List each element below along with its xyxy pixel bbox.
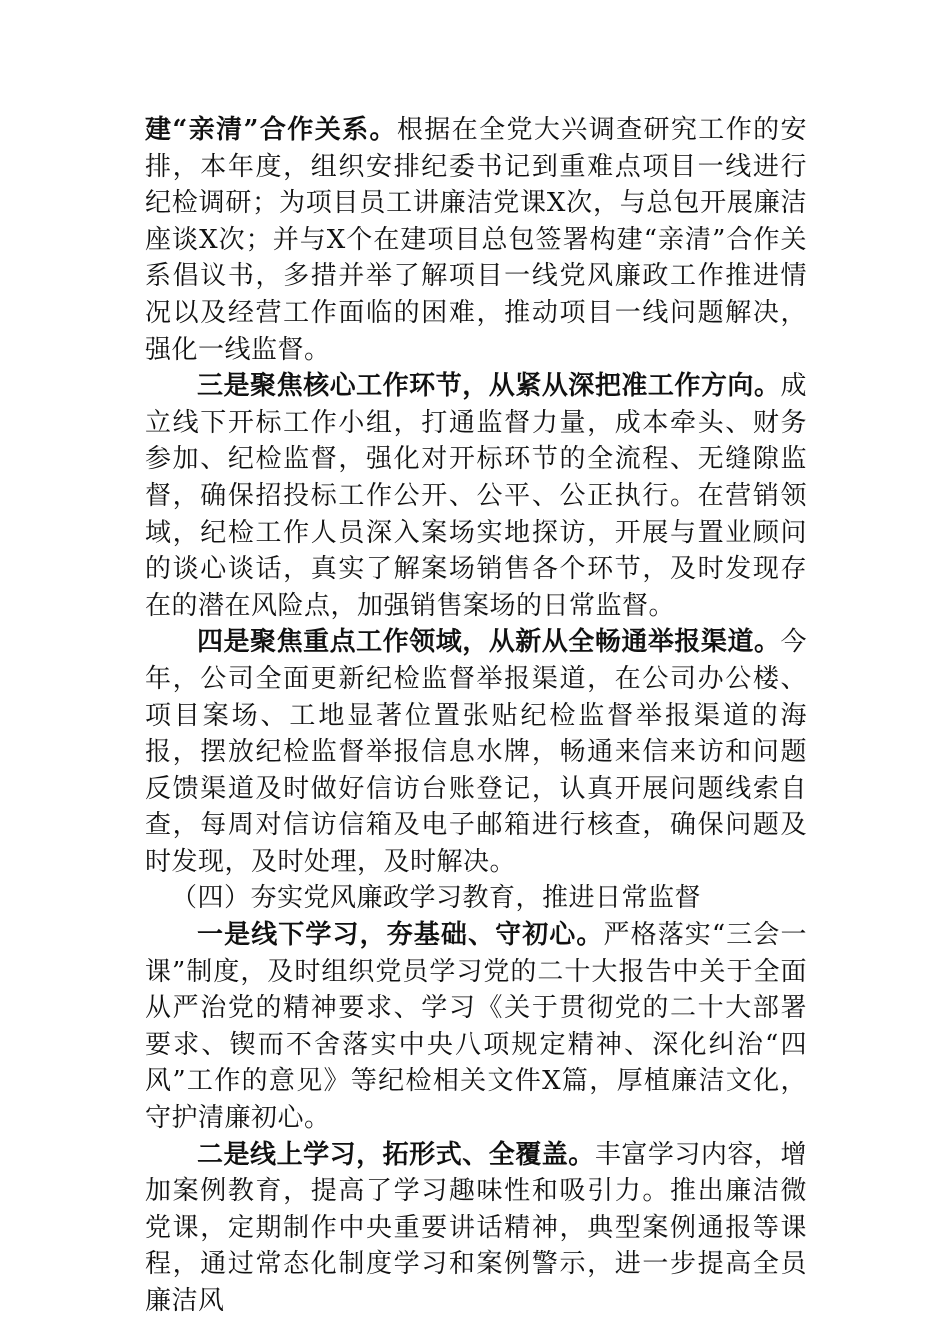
paragraph-5-lead: 二是线上学习，拓形式、全覆盖。 — [197, 1139, 595, 1170]
paragraph-3 — [145, 624, 807, 880]
paragraph-2-body: 成立线下开标工作小组，打通监督力量，成本牵头、财务参加、纪检监督，强化对开标环节的全流程、无缝隙监督，确保招投标工作公开、公平、公正执行。在营销领域，纪检工作人员深入案场实地探访，开展与置业顾问的谈心谈话，真实了解案场销售各个环节，及时发现存在的潜在风险点，加强销售案场的日常监督。 — [145, 371, 807, 621]
paragraph-4 — [145, 917, 807, 1137]
paragraph-5-body: 丰富学习内容，增加案例教育，提高了学习趣味性和吸引力。推出廉洁微党课，定期制作中央重要讲话精神，典型案例通报等课程，通过常态化制度学习和案例警示，进一步提高全员廉洁风 — [145, 1139, 807, 1316]
paragraph-3-lead: 四是聚焦重点工作领域，从新从全畅通举报渠道。 — [197, 627, 781, 658]
paragraph-1-body: 根据在全党大兴调查研究工作的安排，本年度，组织安排纪委书记到重难点项目一线进行纪检调研；为项目员工讲廉洁党课X次，与总包开展廉洁座谈X次；并与X个在建项目总包签署构建“亲清”合作关系倡议书，多措并举了解项目一线党风廉政工作推进情况以及经营工作面临的困难，推动项目一线问题解决，强化一线监督。 — [145, 115, 807, 365]
paragraph-5 — [145, 1137, 807, 1320]
paragraph-1 — [145, 112, 807, 368]
paragraph-2-lead: 三是聚焦核心工作环节，从紧从深把准工作方向。 — [197, 371, 781, 402]
paragraph-1-lead: 建“亲清”合作关系。 — [145, 115, 397, 145]
paragraph-2 — [145, 368, 807, 624]
paragraph-4-body: 严格落实“三会一课”制度，及时组织党员学习党的二十大报告中关于全面从严治党的精神要求、学习《关于贯彻党的二十大部署要求、锲而不舍落实中央八项规定精神、深化纠治“四风”工作的意见》等纪检相关文件X篇，厚植廉洁文化，守护清廉初心。 — [145, 920, 807, 1134]
section-heading: （四）夯实党风廉政学习教育，推进日常监督 — [171, 883, 702, 914]
paragraph-3-body: 今年，公司全面更新纪检监督举报渠道，在公司办公楼、项目案场、工地显著位置张贴纪检监督举报渠道的海报，摆放纪检监督举报信息水牌，畅通来信来访和问题反馈渠道及时做好信访台账登记，认真开展问题线索自查，每周对信访信箱及电子邮箱进行核查，确保问题及时发现，及时处理，及时解决。 — [145, 627, 807, 877]
document-page — [145, 112, 807, 1320]
paragraph-4-lead: 一是线下学习，夯基础、守初心。 — [197, 920, 604, 951]
